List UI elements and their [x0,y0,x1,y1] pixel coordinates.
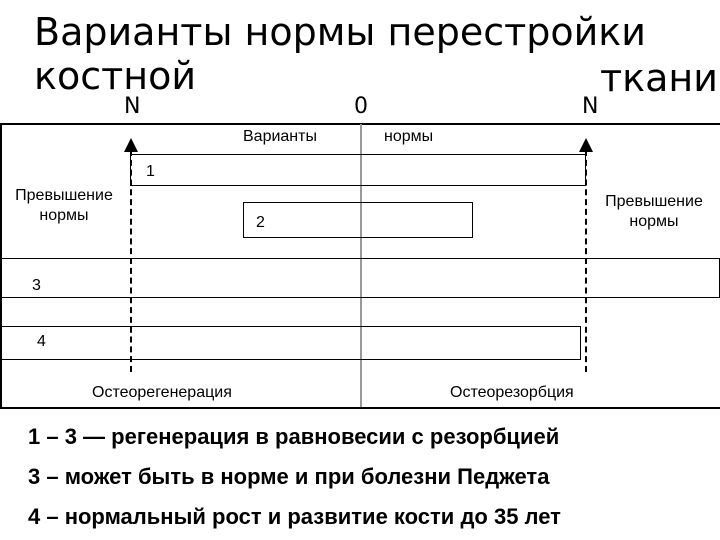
axis-left-n: N [124,94,141,119]
left-arrow-icon [122,138,140,154]
bar-4-label: 4 [37,333,46,350]
title-line-1: Варианты нормы перестройки костной [34,10,646,98]
right-arrow-icon [577,138,595,154]
bar-1-label: 1 [146,163,155,180]
note-3: 4 – нормальный рост и развитие кости до 35 лет [28,504,561,529]
bottom-right-label: Остеорезорбция [450,384,574,401]
bar-1 [130,154,586,186]
bar-4 [1,326,581,360]
frame-bottom-line [0,407,720,409]
bar-2 [243,202,473,238]
title-line-2: ткани [600,56,718,100]
bar-2-label: 2 [256,214,265,231]
header-left-label: Варианты [243,128,317,145]
side-right-label: Превышение нормы [605,193,703,230]
bar-3 [1,258,720,298]
note-1: 1 – 3 — регенерация в равновесии с резорбцией [28,424,560,449]
axis-right-n: N [582,94,599,119]
bottom-left-label: Остеорегенерация [92,384,232,401]
header-right-label: нормы [384,128,434,145]
axis-zero: 0 [354,94,368,119]
side-left-label: Превышение нормы [15,187,113,224]
bar-3-label: 3 [32,277,41,294]
note-2: 3 – может быть в норме и при болезни Педжета [28,464,550,489]
